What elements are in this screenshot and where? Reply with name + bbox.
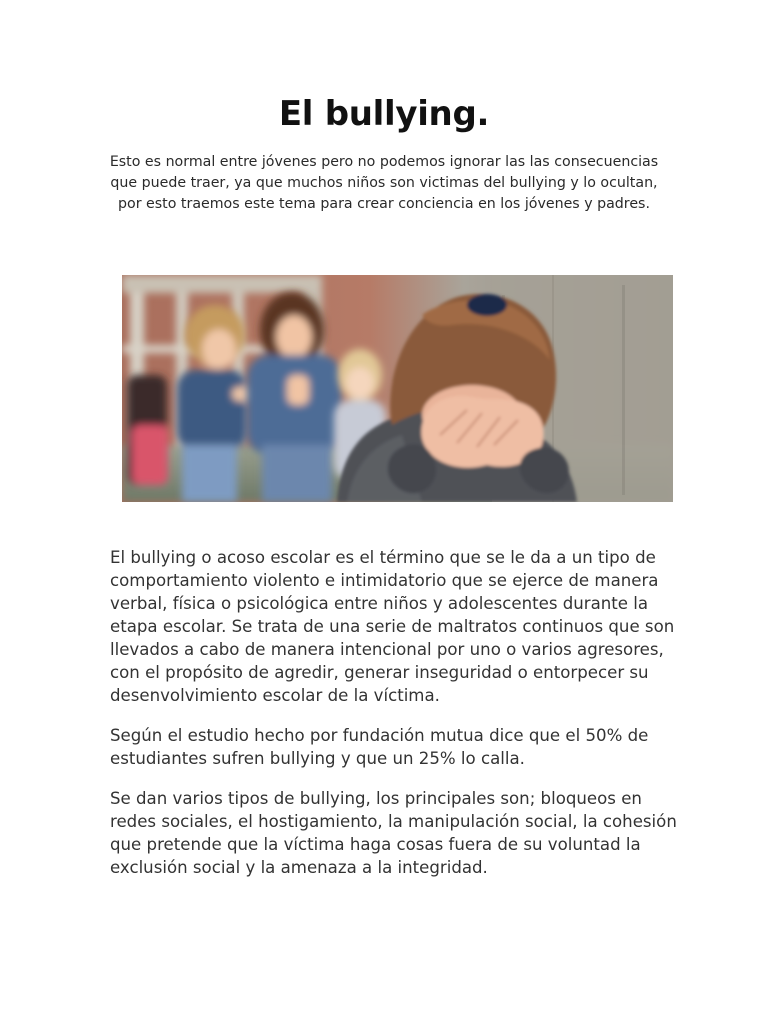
page-title: El bullying. [278, 94, 490, 134]
bullying-photo [122, 275, 673, 502]
paragraph-types: Se dan varios tipos de bullying, los principales son; bloqueos en redes sociales, el hostigamiento, la manipulación social, la cohesión que pretende que la víctima haga cosas fuera de su voluntad la exclusión social y la amenaza a la integridad. [110, 789, 677, 877]
paragraph-definition: El bullying o acoso escolar es el término que se le da a un tipo de comportamiento violento e intimidatorio que se ejerce de manera verbal, física o psicológica entre niños y adolescentes durante la etapa escolar. Se trata de una serie de maltratos continuos que son llevados a cabo de manera intencional por uno o varios agresores, con el propósito de agredir, generar inseguridad o entorpecer su desenvolvimiento escolar de la víctima. [110, 548, 675, 705]
body-text [110, 546, 680, 896]
paragraph-statistics: Según el estudio hecho por fundación mutua dice que el 50% de estudiantes sufren bullying y que un 25% lo calla. [110, 726, 649, 768]
intro-text: Esto es normal entre jóvenes pero no podemos ignorar las las consecuencias que puede traer, ya que muchos niños son victimas del bullying y lo ocultan, por esto traemos este tema para crear conciencia en los jóvenes y padres. [109, 154, 659, 212]
